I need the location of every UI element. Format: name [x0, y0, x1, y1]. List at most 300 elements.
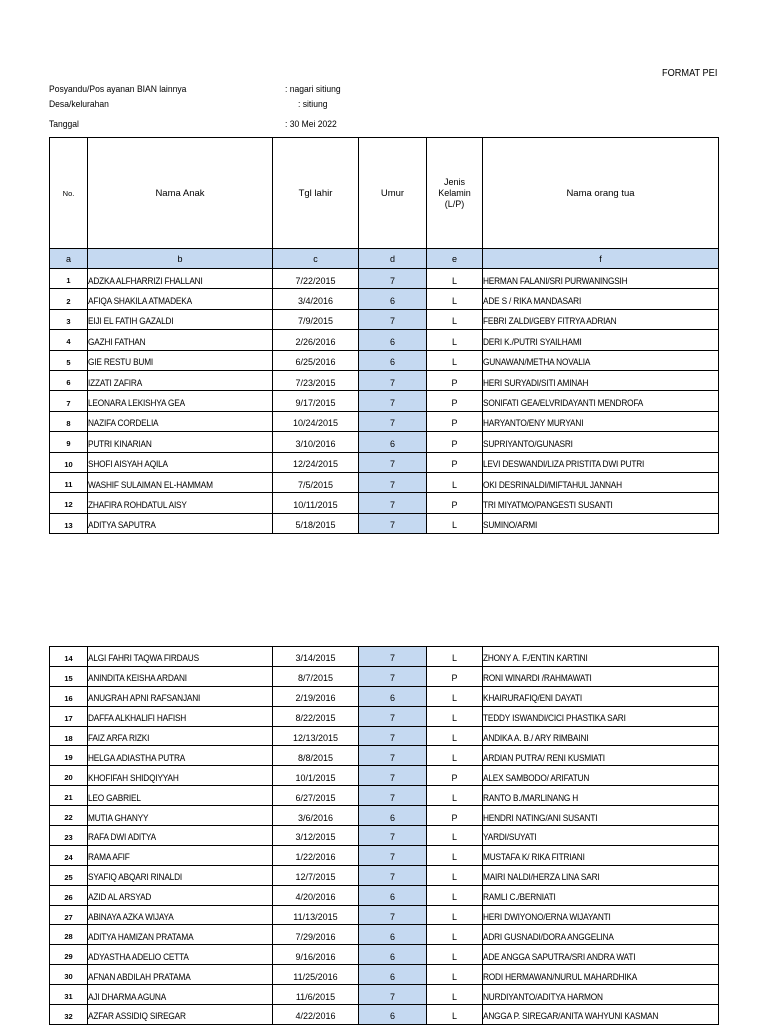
row-umur: 6 — [389, 296, 395, 307]
row-no-cell — [50, 330, 88, 350]
row-no: 22 — [64, 813, 73, 823]
row-nama-anak-cell — [88, 766, 273, 786]
row-nama-orang-tua-cell — [483, 766, 719, 786]
row-jenis-kelamin: P — [451, 499, 458, 510]
table-row — [50, 411, 719, 431]
row-nama-orang-tua: RAMLI C./BERNIATI — [483, 892, 556, 903]
row-tgl-lahir-cell — [273, 269, 359, 289]
row-umur: 7 — [389, 459, 395, 470]
row-nama-anak: HELGA ADIASTHA PUTRA — [88, 752, 186, 763]
row-nama-anak-cell — [88, 309, 273, 329]
row-umur: 6 — [389, 438, 395, 449]
tanggal-label: Tanggal — [49, 119, 79, 130]
row-nama-anak: AFNAN ABDILAH PRATAMA — [88, 971, 191, 982]
row-tgl-lahir: 7/9/2015 — [297, 316, 334, 327]
row-no-cell — [50, 289, 88, 309]
row-tgl-lahir-cell — [273, 845, 359, 865]
row-no: 11 — [64, 480, 73, 490]
row-nama-anak: ZHAFIRA ROHDATUL AISY — [88, 499, 187, 510]
row-tgl-lahir-cell — [273, 766, 359, 786]
row-nama-orang-tua-cell — [483, 965, 719, 985]
row-nama-orang-tua-cell — [483, 706, 719, 726]
row-nama-anak: GIE RESTU BUMI — [88, 357, 154, 368]
row-nama-anak-cell — [88, 452, 273, 472]
row-umur-cell — [359, 391, 427, 411]
row-no-cell — [50, 786, 88, 806]
row-umur-cell — [359, 472, 427, 492]
row-nama-orang-tua: FEBRI ZALDI/GEBY FITRYA ADRIAN — [483, 316, 617, 327]
row-jenis-kelamin: P — [451, 377, 458, 388]
row-tgl-lahir-cell — [273, 330, 359, 350]
row-nama-orang-tua: ARDIAN PUTRA/ RENI KUSMIATI — [483, 752, 605, 763]
row-no-cell — [50, 411, 88, 431]
row-umur: 6 — [389, 931, 395, 942]
row-jenis-kelamin: L — [451, 733, 457, 743]
row-no: 7 — [66, 398, 71, 408]
row-nama-anak: GAZHI FATHAN — [88, 336, 146, 347]
row-tgl-lahir: 3/6/2016 — [297, 812, 334, 823]
row-nama-orang-tua-cell — [483, 269, 719, 289]
table-row — [50, 269, 719, 289]
row-nama-orang-tua-cell — [483, 845, 719, 865]
row-tgl-lahir-cell — [273, 472, 359, 492]
row-jenis-kelamin-cell — [427, 411, 483, 431]
row-nama-orang-tua: RANTO B./MARLINANG H — [483, 792, 579, 803]
row-no-cell — [50, 370, 88, 390]
row-tgl-lahir: 6/27/2015 — [295, 792, 336, 803]
row-nama-orang-tua-cell — [483, 865, 719, 885]
row-tgl-lahir: 8/7/2015 — [297, 673, 334, 684]
row-nama-orang-tua-cell — [483, 945, 719, 965]
row-no-cell — [50, 647, 88, 667]
row-no: 5 — [66, 357, 71, 367]
row-jenis-kelamin: L — [451, 792, 457, 803]
row-no-cell — [50, 826, 88, 846]
row-jenis-kelamin: L — [451, 971, 457, 982]
row-nama-anak-cell — [88, 965, 273, 985]
row-no-cell — [50, 686, 88, 706]
row-nama-anak-cell — [88, 885, 273, 905]
row-no-cell — [50, 706, 88, 726]
row-umur-cell — [359, 513, 427, 533]
row-nama-anak: ANUGRAH APNI RAFSANJANI — [88, 693, 201, 704]
row-umur-cell — [359, 746, 427, 766]
children-table-top — [49, 137, 719, 534]
row-tgl-lahir: 11/6/2015 — [295, 991, 336, 1002]
row-nama-anak: ADITYA SAPUTRA — [88, 520, 156, 531]
table-row — [50, 472, 719, 492]
row-tgl-lahir-cell — [273, 865, 359, 885]
row-umur-cell — [359, 269, 427, 289]
row-umur: 7 — [389, 872, 395, 883]
row-no: 2 — [66, 296, 71, 306]
row-nama-orang-tua: OKI DESRINALDI/MIFTAHUL JANNAH — [483, 479, 622, 490]
row-tgl-lahir: 4/20/2016 — [295, 892, 336, 903]
table-row — [50, 965, 719, 985]
row-nama-anak-cell — [88, 391, 273, 411]
row-nama-anak: RAFA DWI ADITYA — [88, 832, 156, 843]
row-jenis-kelamin-cell — [427, 965, 483, 985]
row-nama-anak: ALGI FAHRI TAQWA FIRDAUS — [88, 653, 199, 664]
row-jenis-kelamin: L — [451, 336, 457, 347]
row-nama-orang-tua-cell — [483, 411, 719, 431]
row-nama-anak: WASHIF SULAIMAN EL-HAMMAM — [88, 479, 213, 490]
row-nama-anak: LEO GABRIEL — [88, 792, 141, 803]
table-row — [50, 865, 719, 885]
row-nama-orang-tua: GUNAWAN/METHA NOVALIA — [483, 357, 591, 368]
row-tgl-lahir-cell — [273, 905, 359, 925]
row-nama-orang-tua-cell — [483, 432, 719, 452]
row-tgl-lahir: 10/24/2015 — [292, 418, 339, 429]
row-umur-cell — [359, 826, 427, 846]
table-row — [50, 746, 719, 766]
row-jenis-kelamin-cell — [427, 925, 483, 945]
row-no: 30 — [64, 972, 73, 982]
row-umur-cell — [359, 309, 427, 329]
table-row — [50, 826, 719, 846]
row-umur: 6 — [389, 951, 395, 962]
row-nama-anak: KHOFIFAH SHIDQIYYAH — [88, 772, 179, 783]
row-tgl-lahir-cell — [273, 493, 359, 513]
row-nama-anak-cell — [88, 985, 273, 1005]
row-nama-orang-tua-cell — [483, 806, 719, 826]
row-jenis-kelamin: L — [451, 296, 457, 307]
row-jenis-kelamin-cell — [427, 806, 483, 826]
row-tgl-lahir-cell — [273, 432, 359, 452]
table-body-top — [50, 269, 719, 534]
row-tgl-lahir-cell — [273, 1005, 359, 1025]
row-nama-anak: AZID AL ARSYAD — [88, 892, 152, 903]
row-umur-cell — [359, 411, 427, 431]
row-nama-orang-tua-cell — [483, 370, 719, 390]
row-no-cell — [50, 452, 88, 472]
row-jenis-kelamin-cell — [427, 826, 483, 846]
table-row — [50, 350, 719, 370]
row-jenis-kelamin: L — [451, 653, 457, 664]
row-tgl-lahir: 3/12/2015 — [295, 832, 336, 843]
row-nama-orang-tua: ZHONY A. F./ENTIN KARTINI — [483, 653, 588, 664]
row-jenis-kelamin: L — [451, 520, 457, 531]
table-row — [50, 432, 719, 452]
row-umur-cell — [359, 432, 427, 452]
row-umur: 7 — [389, 275, 395, 286]
row-nama-orang-tua-cell — [483, 726, 719, 746]
row-jenis-kelamin: L — [451, 357, 457, 368]
row-nama-anak: EIJI EL FATIH GAZALDI — [88, 316, 174, 327]
row-jenis-kelamin: L — [451, 832, 457, 843]
row-nama-orang-tua: RODI HERMAWAN/NURUL MAHARDHIKA — [483, 971, 638, 982]
row-jenis-kelamin: L — [451, 693, 457, 704]
row-umur-cell — [359, 452, 427, 472]
col-header-jk: Jenis Kelamin (L/P) — [427, 138, 483, 249]
row-umur-cell — [359, 370, 427, 390]
row-tgl-lahir: 2/26/2016 — [295, 336, 336, 347]
row-umur-cell — [359, 985, 427, 1005]
row-nama-anak-cell — [88, 925, 273, 945]
row-nama-orang-tua: ANGGA P. SIREGAR/ANITA WAHYUNI KASMAN — [483, 1011, 659, 1022]
row-tgl-lahir: 4/22/2016 — [295, 1011, 336, 1022]
desa-value: : sitiung — [298, 99, 328, 110]
row-nama-orang-tua: ANDIKA A. B./ ARY RIMBAINI — [483, 733, 589, 743]
row-nama-anak: ABINAYA AZKA WIJAYA — [88, 912, 174, 923]
col-header-nama: Nama Anak — [88, 138, 273, 249]
row-no-cell — [50, 965, 88, 985]
row-nama-orang-tua: MUSTAFA K/ RIKA FITRIANI — [483, 852, 585, 863]
row-nama-orang-tua-cell — [483, 391, 719, 411]
row-umur: 7 — [389, 377, 395, 388]
row-no-cell — [50, 905, 88, 925]
row-no: 13 — [64, 520, 73, 530]
row-nama-orang-tua: TEDDY ISWANDI/CICI PHASTIKA SARI — [483, 713, 626, 724]
row-tgl-lahir-cell — [273, 666, 359, 686]
row-no-cell — [50, 269, 88, 289]
row-jenis-kelamin-cell — [427, 432, 483, 452]
row-umur-cell — [359, 885, 427, 905]
row-umur-cell — [359, 289, 427, 309]
table-row — [50, 309, 719, 329]
col-header-umur: Umur — [359, 138, 427, 249]
letter-f: f — [483, 249, 719, 269]
row-jenis-kelamin-cell — [427, 766, 483, 786]
row-jenis-kelamin-cell — [427, 666, 483, 686]
row-umur: 7 — [389, 733, 395, 743]
row-umur: 6 — [389, 357, 395, 368]
row-umur: 6 — [389, 1011, 395, 1022]
posyandu-value: : nagari sitiung — [285, 84, 341, 95]
row-tgl-lahir: 12/24/2015 — [292, 459, 339, 470]
row-jenis-kelamin-cell — [427, 289, 483, 309]
row-jenis-kelamin: L — [451, 931, 457, 942]
row-tgl-lahir: 2/19/2016 — [295, 693, 336, 704]
row-umur-cell — [359, 845, 427, 865]
row-nama-anak-cell — [88, 666, 273, 686]
row-nama-orang-tua: HERI DWIYONO/ERNA WIJAYANTI — [483, 912, 611, 923]
table-row — [50, 452, 719, 472]
row-nama-orang-tua: SONIFATI GEA/ELVRIDAYANTI MENDROFA — [483, 398, 644, 409]
row-no: 32 — [64, 1011, 73, 1021]
letter-e: e — [427, 249, 483, 269]
row-jenis-kelamin-cell — [427, 905, 483, 925]
row-tgl-lahir: 10/1/2015 — [295, 772, 336, 783]
row-tgl-lahir-cell — [273, 826, 359, 846]
row-umur: 6 — [389, 336, 395, 347]
row-nama-anak-cell — [88, 945, 273, 965]
row-jenis-kelamin: L — [451, 316, 457, 327]
row-umur-cell — [359, 726, 427, 746]
row-no: 20 — [64, 773, 73, 783]
row-tgl-lahir: 11/13/2015 — [293, 912, 338, 923]
row-nama-orang-tua: TRI MIYATMO/PANGESTI SUSANTI — [483, 499, 613, 510]
row-umur: 7 — [389, 520, 395, 531]
table-row — [50, 706, 719, 726]
row-nama-anak-cell — [88, 686, 273, 706]
row-tgl-lahir-cell — [273, 985, 359, 1005]
row-umur-cell — [359, 330, 427, 350]
row-nama-orang-tua-cell — [483, 330, 719, 350]
row-no-cell — [50, 432, 88, 452]
row-nama-orang-tua-cell — [483, 786, 719, 806]
row-tgl-lahir-cell — [273, 746, 359, 766]
row-nama-orang-tua: HENDRI NATING/ANI SUSANTI — [483, 812, 598, 823]
row-jenis-kelamin: L — [451, 275, 457, 286]
row-no: 23 — [64, 832, 73, 842]
row-no-cell — [50, 513, 88, 533]
row-umur-cell — [359, 925, 427, 945]
row-nama-anak: NAZIFA CORDELIA — [88, 418, 159, 429]
row-no-cell — [50, 766, 88, 786]
letter-c: c — [273, 249, 359, 269]
row-tgl-lahir: 1/22/2016 — [295, 852, 336, 863]
row-no: 4 — [66, 337, 71, 347]
row-nama-orang-tua: SUPRIYANTO/GUNASRI — [483, 438, 573, 449]
row-umur-cell — [359, 766, 427, 786]
row-jenis-kelamin: L — [451, 951, 457, 962]
desa-label: Desa/kelurahan — [49, 99, 109, 110]
table-row — [50, 806, 719, 826]
table-row — [50, 905, 719, 925]
row-no: 27 — [64, 912, 73, 922]
row-no: 17 — [64, 713, 73, 723]
row-nama-orang-tua-cell — [483, 493, 719, 513]
letter-b: b — [88, 249, 273, 269]
row-no: 1 — [66, 276, 71, 286]
row-umur: 7 — [389, 832, 395, 843]
row-tgl-lahir-cell — [273, 806, 359, 826]
row-jenis-kelamin: L — [451, 852, 457, 863]
row-jenis-kelamin-cell — [427, 309, 483, 329]
row-no-cell — [50, 1005, 88, 1025]
row-nama-anak: SYAFIQ ABQARI RINALDI — [88, 872, 182, 883]
row-nama-anak: IZZATI ZAFIRA — [88, 377, 143, 388]
row-no-cell — [50, 985, 88, 1005]
table-row — [50, 786, 719, 806]
row-nama-anak: DAFFA ALKHALIFI HAFISH — [88, 713, 187, 724]
row-no-cell — [50, 666, 88, 686]
row-nama-anak: AJI DHARMA AGUNA — [88, 991, 167, 1002]
row-nama-anak-cell — [88, 647, 273, 667]
row-nama-anak-cell — [88, 905, 273, 925]
row-jenis-kelamin: L — [451, 752, 457, 763]
table-row — [50, 370, 719, 390]
row-nama-orang-tua: ALEX SAMBODO/ ARIFATUN — [483, 772, 590, 783]
row-no-cell — [50, 845, 88, 865]
row-no: 24 — [64, 852, 73, 862]
row-tgl-lahir: 9/16/2016 — [295, 951, 336, 962]
row-umur-cell — [359, 786, 427, 806]
table-body-bottom — [50, 647, 719, 1025]
row-umur: 7 — [389, 418, 395, 429]
row-umur: 7 — [389, 713, 395, 724]
row-umur-cell — [359, 647, 427, 667]
row-nama-anak-cell — [88, 330, 273, 350]
row-tgl-lahir: 7/23/2015 — [295, 377, 336, 388]
row-nama-orang-tua-cell — [483, 885, 719, 905]
row-jenis-kelamin-cell — [427, 865, 483, 885]
row-umur: 6 — [389, 971, 395, 982]
row-tgl-lahir-cell — [273, 925, 359, 945]
row-umur: 7 — [389, 653, 395, 664]
row-jenis-kelamin: P — [451, 418, 458, 429]
row-jenis-kelamin-cell — [427, 513, 483, 533]
row-tgl-lahir: 11/25/2016 — [293, 971, 338, 982]
row-umur-cell — [359, 706, 427, 726]
row-umur-cell — [359, 806, 427, 826]
row-nama-anak: FAIZ ARFA RIZKI — [88, 733, 150, 743]
row-tgl-lahir-cell — [273, 411, 359, 431]
row-nama-orang-tua-cell — [483, 925, 719, 945]
row-umur-cell — [359, 666, 427, 686]
row-tgl-lahir: 10/11/2015 — [293, 499, 338, 510]
row-jenis-kelamin: P — [451, 398, 458, 409]
row-umur-cell — [359, 350, 427, 370]
row-umur: 7 — [389, 316, 395, 327]
table-row — [50, 945, 719, 965]
row-jenis-kelamin-cell — [427, 1005, 483, 1025]
row-nama-orang-tua: ADE S / RIKA MANDASARI — [483, 296, 582, 307]
row-no-cell — [50, 472, 88, 492]
table-row — [50, 493, 719, 513]
row-nama-orang-tua-cell — [483, 985, 719, 1005]
row-umur: 6 — [389, 812, 395, 823]
row-umur: 7 — [389, 673, 395, 684]
row-jenis-kelamin-cell — [427, 786, 483, 806]
col-header-tgl: Tgl lahir — [273, 138, 359, 249]
row-nama-orang-tua: MAIRI NALDI/HERZA LINA SARI — [483, 872, 600, 883]
row-nama-orang-tua: LEVI DESWANDI/LIZA PRISTITA DWI PUTRI — [483, 459, 645, 470]
row-tgl-lahir-cell — [273, 706, 359, 726]
table-row — [50, 289, 719, 309]
table-row — [50, 985, 719, 1005]
row-tgl-lahir-cell — [273, 289, 359, 309]
row-no-cell — [50, 350, 88, 370]
col-header-no: No. — [50, 138, 88, 249]
row-jenis-kelamin: P — [451, 673, 458, 684]
row-jenis-kelamin-cell — [427, 493, 483, 513]
row-nama-orang-tua-cell — [483, 666, 719, 686]
row-nama-anak-cell — [88, 706, 273, 726]
row-umur: 7 — [389, 479, 395, 490]
row-jenis-kelamin-cell — [427, 985, 483, 1005]
row-jenis-kelamin-cell — [427, 472, 483, 492]
row-tgl-lahir-cell — [273, 786, 359, 806]
row-no-cell — [50, 865, 88, 885]
row-no: 25 — [64, 872, 73, 882]
row-nama-orang-tua: YARDI/SUYATI — [483, 832, 537, 843]
row-nama-orang-tua-cell — [483, 513, 719, 533]
row-tgl-lahir: 7/29/2016 — [295, 931, 336, 942]
table-row — [50, 686, 719, 706]
row-nama-anak-cell — [88, 411, 273, 431]
row-no: 9 — [66, 439, 71, 449]
table-row — [50, 647, 719, 667]
row-jenis-kelamin-cell — [427, 350, 483, 370]
row-tgl-lahir-cell — [273, 726, 359, 746]
document-title: FORMAT PEI — [662, 68, 718, 79]
row-umur: 7 — [389, 398, 395, 409]
row-nama-orang-tua: NURDIYANTO/ADITYA HARMON — [483, 991, 603, 1002]
row-nama-anak-cell — [88, 289, 273, 309]
row-nama-anak-cell — [88, 1005, 273, 1025]
table-row — [50, 666, 719, 686]
row-jenis-kelamin: L — [451, 872, 457, 883]
row-nama-orang-tua: HERMAN FALANI/SRI PURWANINGSIH — [483, 275, 628, 286]
row-nama-orang-tua-cell — [483, 309, 719, 329]
row-nama-orang-tua-cell — [483, 746, 719, 766]
row-tgl-lahir-cell — [273, 370, 359, 390]
table-row — [50, 885, 719, 905]
row-umur-cell — [359, 865, 427, 885]
row-tgl-lahir: 3/4/2016 — [297, 296, 334, 307]
